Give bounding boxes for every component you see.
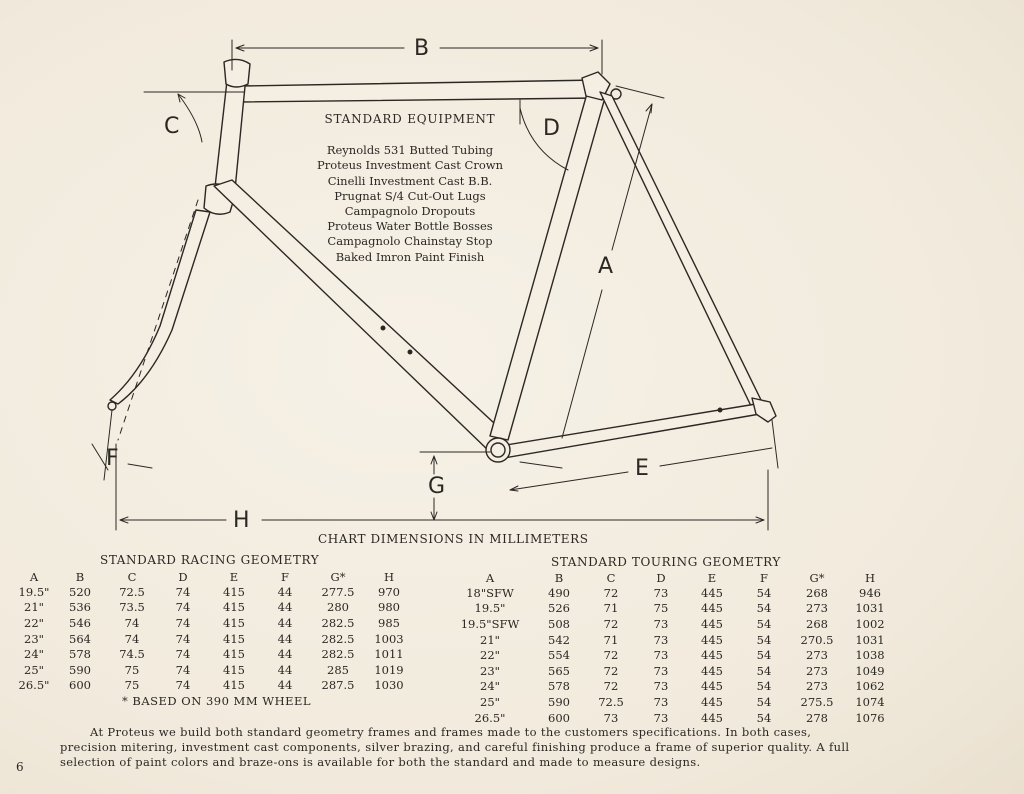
table-header-row xyxy=(448,570,896,585)
table-cell: 415 xyxy=(223,678,245,693)
column-header: F xyxy=(281,569,289,584)
table-cell: 1031 xyxy=(855,601,885,616)
table-cell: 71 xyxy=(603,601,619,616)
table-cell: 590 xyxy=(69,662,91,677)
table-cell: 270.5 xyxy=(800,632,834,647)
table-row xyxy=(14,662,412,678)
table-row xyxy=(448,585,896,601)
table-cell: 74.5 xyxy=(119,647,145,662)
bottom-bracket xyxy=(486,438,510,462)
equipment-item: Campagnolo Dropouts xyxy=(344,204,476,219)
table-cell: 564 xyxy=(69,631,91,646)
equipment-item: Reynolds 531 Butted Tubing xyxy=(326,143,494,158)
table-cell: 275.5 xyxy=(800,694,834,709)
dimension-label-c: C xyxy=(164,114,180,139)
racing-footnote: * BASED ON 390 MM WHEEL xyxy=(122,694,312,708)
table-cell: 1002 xyxy=(855,616,885,631)
table-cell: 415 xyxy=(223,647,245,662)
fork xyxy=(110,210,210,404)
table-cell: 75 xyxy=(653,601,669,616)
standard-equipment xyxy=(290,112,530,265)
table-row xyxy=(448,616,896,632)
column-header: C xyxy=(127,569,137,584)
table-cell: 985 xyxy=(378,615,400,630)
table-cell: 24" xyxy=(480,679,500,694)
table-cell: 72.5 xyxy=(119,584,145,599)
table-cell: 445 xyxy=(701,632,723,647)
table-cell: 282.5 xyxy=(321,647,355,662)
column-header: A xyxy=(29,569,39,584)
table-cell: 72 xyxy=(603,648,619,663)
table-cell: 282.5 xyxy=(321,631,355,646)
table-cell: 445 xyxy=(701,648,723,663)
table-cell: 22" xyxy=(24,615,44,630)
dimension-label-b: B xyxy=(414,36,430,61)
table-cell: 554 xyxy=(548,648,570,663)
table-row xyxy=(14,615,412,631)
table-cell: 970 xyxy=(378,584,400,599)
table-cell: 44 xyxy=(277,631,293,646)
table-cell: 72.5 xyxy=(598,694,624,709)
table-cell: 44 xyxy=(277,678,293,693)
table-cell: 536 xyxy=(69,600,91,615)
table-row xyxy=(14,631,412,647)
table-cell: 54 xyxy=(756,710,772,725)
seat-stay xyxy=(600,92,762,408)
table-cell: 946 xyxy=(859,585,881,600)
table-cell: 285 xyxy=(327,662,349,677)
table-cell: 18"SFW xyxy=(466,585,514,600)
column-header: A xyxy=(485,570,495,585)
top-tube xyxy=(240,80,598,102)
table-cell: 19.5" xyxy=(18,584,50,599)
equipment-item: Prugnat S/4 Cut-Out Lugs xyxy=(334,188,486,203)
table-cell: 74 xyxy=(175,615,191,630)
dimension-label-a: A xyxy=(598,254,614,279)
table-cell: 282.5 xyxy=(321,615,355,630)
table-cell: 21" xyxy=(480,632,500,647)
column-header: H xyxy=(864,570,876,585)
table-cell: 44 xyxy=(277,584,293,599)
table-cell: 74 xyxy=(175,678,191,693)
column-header: G* xyxy=(330,569,346,584)
table-cell: 578 xyxy=(548,679,570,694)
dimension-label-g: G xyxy=(428,474,446,499)
table-cell: 268 xyxy=(806,585,828,600)
table-cell: 54 xyxy=(756,601,772,616)
column-header: D xyxy=(656,570,666,585)
table-cell: 72 xyxy=(603,585,619,600)
table-cell: 415 xyxy=(223,615,245,630)
table-row xyxy=(448,601,896,617)
touring-geometry-title: STANDARD TOURING GEOMETRY xyxy=(551,555,781,569)
equipment-item: Cinelli Investment Cast B.B. xyxy=(327,173,493,188)
table-cell: 542 xyxy=(548,632,570,647)
table-cell: 21" xyxy=(24,600,44,615)
table-row xyxy=(14,584,412,600)
column-header: H xyxy=(383,569,395,584)
table-cell: 1076 xyxy=(855,710,885,725)
table-row xyxy=(448,679,896,695)
table-cell: 415 xyxy=(223,631,245,646)
equipment-item: Proteus Water Bottle Bosses xyxy=(327,219,493,234)
table-cell: 1011 xyxy=(374,647,404,662)
racing-geometry-table xyxy=(14,569,412,693)
table-cell: 74 xyxy=(175,584,191,599)
racing-geometry-title: STANDARD RACING GEOMETRY xyxy=(100,553,320,567)
table-row xyxy=(448,710,896,726)
table-cell: 273 xyxy=(806,679,828,694)
table-cell: 1031 xyxy=(855,632,885,647)
dimension-label-d: D xyxy=(543,116,560,141)
table-cell: 520 xyxy=(69,584,91,599)
table-cell: 445 xyxy=(701,601,723,616)
table-cell: 74 xyxy=(175,647,191,662)
table-cell: 590 xyxy=(548,694,570,709)
table-cell: 54 xyxy=(756,616,772,631)
table-cell: 73.5 xyxy=(119,600,145,615)
table-cell: 19.5"SFW xyxy=(460,616,520,631)
table-cell: 44 xyxy=(277,615,293,630)
table-cell: 54 xyxy=(756,663,772,678)
table-cell: 73 xyxy=(653,679,669,694)
column-header: F xyxy=(760,570,768,585)
table-cell: 26.5" xyxy=(474,710,506,725)
table-cell: 71 xyxy=(603,632,619,647)
table-row xyxy=(448,632,896,648)
dimension-label-f: F xyxy=(106,446,119,471)
table-row xyxy=(14,646,412,662)
table-cell: 565 xyxy=(548,663,570,678)
table-cell: 490 xyxy=(548,585,570,600)
table-cell: 73 xyxy=(653,585,669,600)
table-cell: 25" xyxy=(24,662,44,677)
table-cell: 75 xyxy=(124,678,140,693)
column-header: D xyxy=(178,569,188,584)
equipment-item: Baked Imron Paint Finish xyxy=(335,249,485,264)
table-cell: 600 xyxy=(548,710,570,725)
table-cell: 508 xyxy=(548,616,570,631)
table-cell: 415 xyxy=(223,600,245,615)
column-header: E xyxy=(229,569,239,584)
table-cell: 75 xyxy=(124,662,140,677)
table-cell: 415 xyxy=(223,584,245,599)
table-cell: 268 xyxy=(806,616,828,631)
chart-title: CHART DIMENSIONS IN MILLIMETERS xyxy=(318,532,589,546)
table-cell: 445 xyxy=(701,616,723,631)
page-number: 6 xyxy=(16,760,24,774)
table-cell: 1003 xyxy=(374,631,404,646)
table-cell: 26.5" xyxy=(18,678,50,693)
table-cell: 44 xyxy=(277,647,293,662)
table-cell: 74 xyxy=(124,631,140,646)
table-cell: 1074 xyxy=(855,694,885,709)
table-cell: 1019 xyxy=(374,662,404,677)
table-cell: 526 xyxy=(548,601,570,616)
table-cell: 23" xyxy=(24,631,44,646)
table-cell: 73 xyxy=(653,616,669,631)
table-row xyxy=(448,647,896,663)
column-header: B xyxy=(75,569,85,584)
standard-equipment-title: STANDARD EQUIPMENT xyxy=(324,112,496,126)
table-cell: 1030 xyxy=(374,678,404,693)
table-cell: 73 xyxy=(653,663,669,678)
table-row xyxy=(448,694,896,710)
column-header: E xyxy=(707,570,717,585)
table-cell: 445 xyxy=(701,679,723,694)
table-cell: 54 xyxy=(756,679,772,694)
table-cell: 54 xyxy=(756,648,772,663)
table-cell: 445 xyxy=(701,663,723,678)
dimension-label-h: H xyxy=(233,508,250,533)
equipment-item: Campagnolo Chainstay Stop xyxy=(327,234,493,249)
table-cell: 74 xyxy=(175,600,191,615)
table-cell: 280 xyxy=(327,600,349,615)
table-cell: 980 xyxy=(378,600,400,615)
description-text: At Proteus we build both standard geometry frames and frames made to the customers specifications. In both cases, precision mitering, investment cast components, silver brazing, and careful finishing produce a frame of superior quality. A full selection of paint colors and braze-ons is available for both the standard and made to measure designs. xyxy=(60,725,850,769)
table-cell: 73 xyxy=(653,648,669,663)
table-cell: 74 xyxy=(175,662,191,677)
table-cell: 415 xyxy=(223,662,245,677)
table-cell: 600 xyxy=(69,678,91,693)
table-cell: 287.5 xyxy=(321,678,355,693)
table-cell: 278 xyxy=(806,710,828,725)
column-header: B xyxy=(554,570,564,585)
table-cell: 445 xyxy=(701,694,723,709)
table-cell: 1062 xyxy=(855,679,885,694)
table-cell: 22" xyxy=(480,648,500,663)
table-row xyxy=(14,600,412,616)
table-cell: 74 xyxy=(124,615,140,630)
table-cell: 73 xyxy=(653,632,669,647)
table-cell: 72 xyxy=(603,663,619,678)
table-cell: 273 xyxy=(806,601,828,616)
table-cell: 1038 xyxy=(855,648,885,663)
table-cell: 445 xyxy=(701,710,723,725)
table-cell: 72 xyxy=(603,616,619,631)
table-cell: 54 xyxy=(756,632,772,647)
table-cell: 54 xyxy=(756,694,772,709)
table-cell: 72 xyxy=(603,679,619,694)
description-paragraph xyxy=(60,725,850,770)
table-cell: 445 xyxy=(701,585,723,600)
table-cell: 73 xyxy=(653,694,669,709)
table-row xyxy=(14,678,412,694)
table-cell: 24" xyxy=(24,647,44,662)
table-cell: 277.5 xyxy=(321,584,355,599)
table-cell: 25" xyxy=(480,694,500,709)
table-cell: 1049 xyxy=(855,663,885,678)
column-header: G* xyxy=(809,570,825,585)
table-cell: 73 xyxy=(603,710,619,725)
table-cell: 44 xyxy=(277,600,293,615)
table-cell: 23" xyxy=(480,663,500,678)
table-cell: 54 xyxy=(756,585,772,600)
table-cell: 546 xyxy=(69,615,91,630)
column-header: C xyxy=(606,570,616,585)
table-header-row xyxy=(14,569,412,584)
touring-geometry-table xyxy=(448,570,896,725)
table-cell: 73 xyxy=(653,710,669,725)
table-cell: 19.5" xyxy=(474,601,506,616)
table-cell: 74 xyxy=(175,631,191,646)
table-cell: 273 xyxy=(806,648,828,663)
table-row xyxy=(448,663,896,679)
equipment-item: Proteus Investment Cast Crown xyxy=(316,158,504,173)
table-cell: 578 xyxy=(69,647,91,662)
dimension-label-e: E xyxy=(635,456,649,481)
table-cell: 273 xyxy=(806,663,828,678)
table-cell: 44 xyxy=(277,662,293,677)
